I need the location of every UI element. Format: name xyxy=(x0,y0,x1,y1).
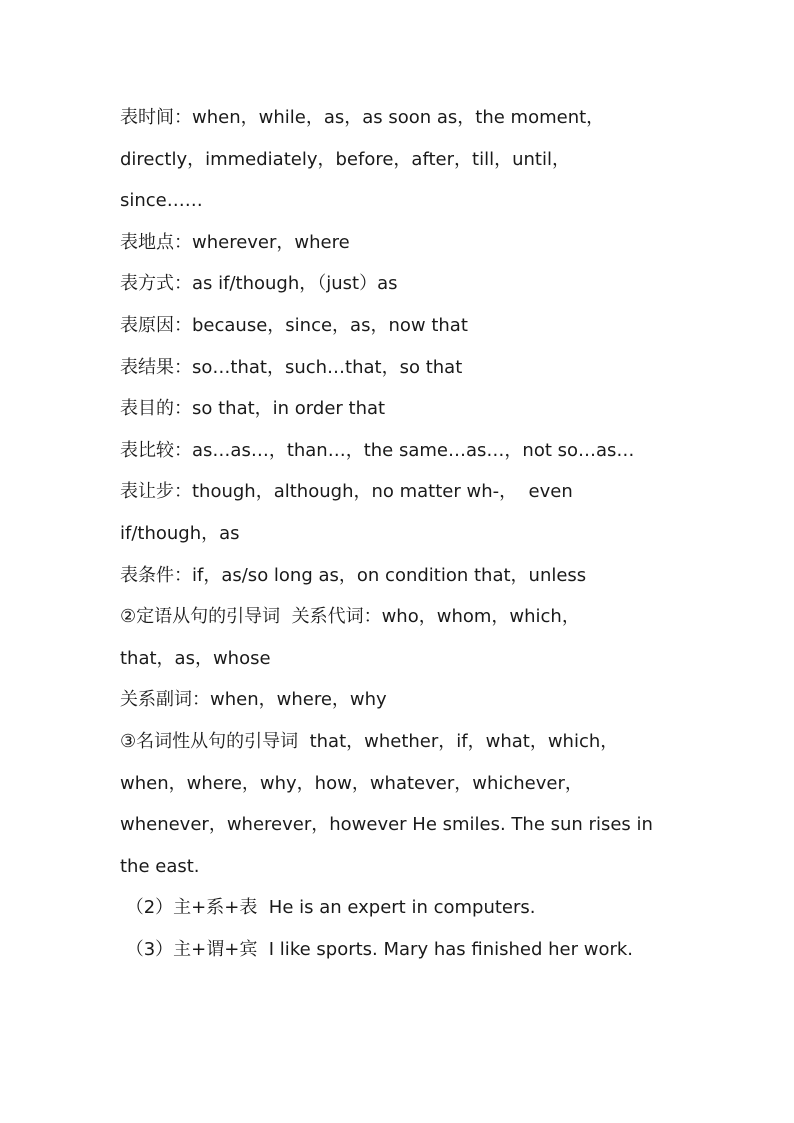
text-line-manner-conjunctions: 表方式：as if/though，（just）as xyxy=(120,273,398,294)
text-line-time-conjunctions-cont: directly，immediately，before，after，till，until， xyxy=(120,149,570,170)
text-line-pattern-2: （2）主+系+表 He is an expert in computers. xyxy=(120,897,536,918)
text-line-concession-conjunctions: 表让步：though，although，no matter wh-， even xyxy=(120,481,573,502)
text-line-example-end: the east. xyxy=(120,856,200,877)
text-line-place-conjunctions: 表地点：wherever，where xyxy=(120,232,350,253)
text-line-noun-clause-words: ③名词性从句的引导词 that，whether，if，what，which， xyxy=(120,731,619,752)
text-line-noun-clause-words-cont: when，where，why，how，whatever，whichever， xyxy=(120,773,583,794)
text-line-time-conjunctions-end: since…… xyxy=(120,190,203,211)
text-line-relative-pronouns-cont: that，as，whose xyxy=(120,648,271,669)
text-line-concession-conjunctions-cont: if/though，as xyxy=(120,523,240,544)
text-line-condition-conjunctions: 表条件：if，as/so long as，on condition that，unless xyxy=(120,565,587,586)
text-line-reason-conjunctions: 表原因：because，since，as，now that xyxy=(120,315,468,336)
text-line-comparison-conjunctions: 表比较：as…as…，than…，the same…as…，not so…as… xyxy=(120,440,635,461)
text-line-result-conjunctions: 表结果：so…that，such…that，so that xyxy=(120,357,463,378)
text-line-pattern-3: （3）主+谓+宾 I like sports. Mary has finished her work. xyxy=(120,939,633,960)
text-line-relative-adverbs: 关系副词：when，where，why xyxy=(120,689,387,710)
text-line-time-conjunctions: 表时间：when，while，as，as soon as，the moment， xyxy=(120,107,605,128)
text-line-noun-clause-words-end: whenever，wherever，however He smiles. The sun rises in xyxy=(120,814,653,835)
text-line-purpose-conjunctions: 表目的：so that，in order that xyxy=(120,398,386,419)
text-line-relative-pronouns: ②定语从句的引导词 关系代词：who，whom，which， xyxy=(120,606,580,627)
